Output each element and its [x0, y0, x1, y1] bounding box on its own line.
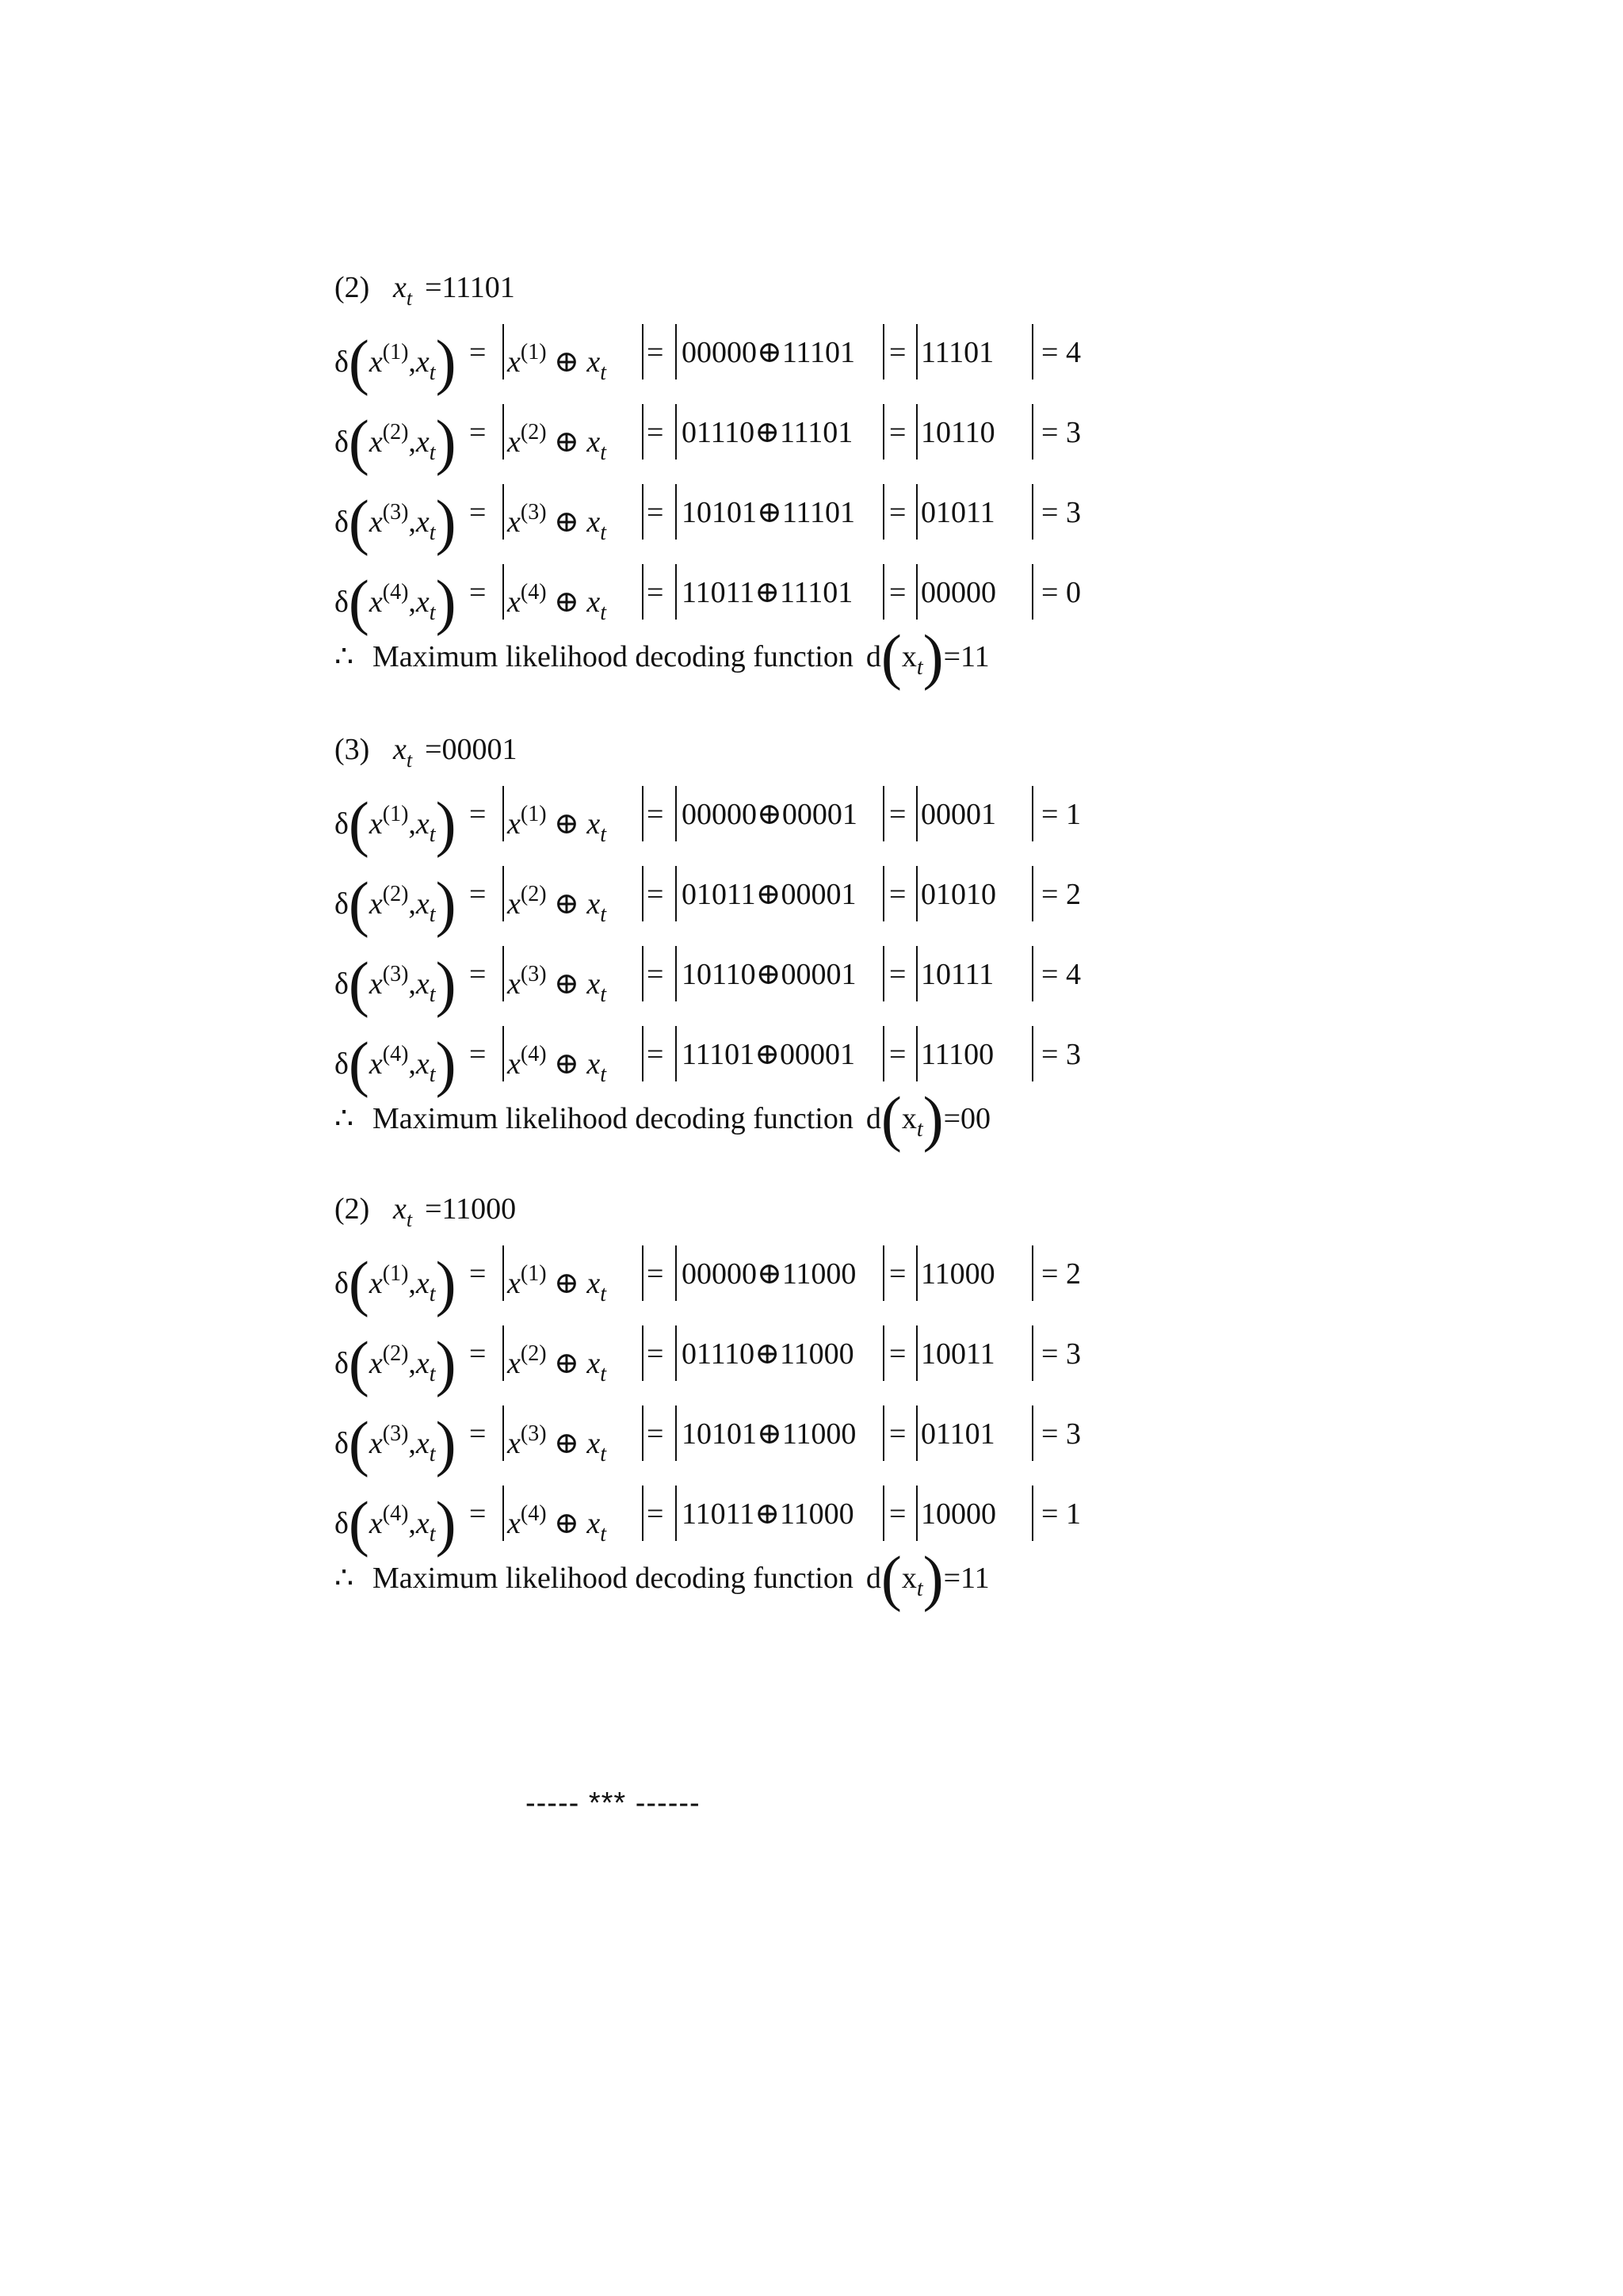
- equals-sign: =: [889, 1337, 907, 1371]
- xor-result: 11101: [921, 336, 995, 369]
- abs-bar: [502, 484, 504, 540]
- delta-term: $\delta(x^{(1)},x_t)$: [334, 327, 456, 396]
- abs-bar: [642, 564, 643, 620]
- equals-sign: =: [647, 1337, 664, 1371]
- equals-sign: =: [889, 336, 907, 369]
- abs-bar: [642, 404, 643, 460]
- abs-bar: [502, 564, 504, 620]
- equals-sign: =: [469, 958, 487, 991]
- delta-term: $\delta(x^{(3)},x_t)$: [334, 1409, 456, 1478]
- distance-value: = 3: [1041, 1417, 1081, 1451]
- xor-term: $x^{(2)}$ ⊕ $x_t$: [507, 1341, 607, 1386]
- distance-value: = 3: [1041, 496, 1081, 529]
- delta-term: $\delta(x^{(2)},x_t)$: [334, 407, 456, 476]
- distance-row: [334, 393, 1365, 476]
- equals-sign: =: [889, 1417, 907, 1451]
- abs-bar: [883, 1245, 884, 1301]
- abs-bar: [675, 484, 677, 540]
- distance-row: [334, 855, 1365, 938]
- distance-value: = 2: [1041, 1257, 1081, 1291]
- xor-expansion: 01110⊕11000: [682, 1337, 854, 1371]
- abs-bar: [1032, 1486, 1033, 1541]
- xor-term: $x^{(1)}$ ⊕ $x_t$: [507, 340, 607, 385]
- section-1: [334, 265, 1365, 691]
- xor-term: $x^{(4)}$ ⊕ $x_t$: [507, 1501, 607, 1547]
- abs-bar: [883, 1026, 884, 1081]
- equals-sign: =: [469, 576, 487, 609]
- delta-term: $\delta(x^{(1)},x_t)$: [334, 789, 456, 858]
- abs-bar: [883, 1486, 884, 1541]
- abs-bar: [642, 786, 643, 841]
- xor-term: $x^{(2)}$ ⊕ $x_t$: [507, 882, 607, 927]
- equals-sign: =: [647, 958, 664, 991]
- equals-sign: =: [469, 798, 487, 831]
- xor-term: $x^{(4)}$ ⊕ $x_t$: [507, 580, 607, 625]
- abs-bar: [883, 1325, 884, 1381]
- xor-expansion: 11011⊕11000: [682, 1497, 854, 1531]
- xor-result: 00000: [921, 576, 996, 609]
- equals-sign: =: [889, 798, 907, 831]
- xor-expansion: 01011⊕00001: [682, 878, 857, 911]
- distance-row: [334, 1234, 1365, 1318]
- xor-result: 10111: [921, 958, 995, 991]
- equals-sign: =: [889, 1038, 907, 1071]
- distance-value: = 4: [1041, 958, 1081, 991]
- abs-bar: [502, 1486, 504, 1541]
- conclusion-line: [334, 622, 1365, 691]
- section-number: (3): [334, 733, 370, 766]
- abs-bar: [642, 1486, 643, 1541]
- xor-term: $x^{(1)}$ ⊕ $x_t$: [507, 1261, 607, 1306]
- conclusion-line: [334, 1084, 1365, 1153]
- xor-result: 10110: [921, 416, 995, 449]
- distance-value: = 1: [1041, 1497, 1081, 1531]
- distance-value: = 1: [1041, 798, 1081, 831]
- abs-bar: [883, 324, 884, 379]
- distance-value: = 4: [1041, 336, 1081, 369]
- abs-bar: [1032, 404, 1033, 460]
- abs-bar: [502, 1026, 504, 1081]
- abs-bar: [916, 1405, 918, 1461]
- section-heading: [334, 1187, 1365, 1234]
- xor-expansion: 10101⊕11000: [682, 1417, 857, 1451]
- section-2: [334, 727, 1365, 1153]
- therefore-symbol: ∴: [334, 640, 354, 673]
- distance-row: [334, 1314, 1365, 1398]
- distance-row: [334, 473, 1365, 556]
- equals-sign: =: [889, 1257, 907, 1291]
- equals-sign: =: [469, 1417, 487, 1451]
- abs-bar: [642, 1405, 643, 1461]
- xt-value: 00001: [441, 733, 517, 766]
- abs-bar: [675, 1405, 677, 1461]
- xor-term: $x^{(2)}$ ⊕ $x_t$: [507, 420, 607, 465]
- equals-sign: =: [647, 878, 664, 911]
- abs-bar: [675, 1245, 677, 1301]
- delta-term: $\delta(x^{(3)},x_t)$: [334, 487, 456, 556]
- abs-bar: [916, 404, 918, 460]
- distance-value: = 3: [1041, 1337, 1081, 1371]
- xor-result: 01010: [921, 878, 996, 911]
- abs-bar: [883, 484, 884, 540]
- equals-sign: =: [469, 496, 487, 529]
- xor-expansion: 00000⊕00001: [682, 798, 857, 831]
- distance-row: [334, 935, 1365, 1018]
- abs-bar: [1032, 786, 1033, 841]
- abs-bar: [916, 866, 918, 921]
- abs-bar: [916, 324, 918, 379]
- xor-term: $x^{(3)}$ ⊕ $x_t$: [507, 1421, 607, 1466]
- delta-term: $\delta(x^{(4)},x_t)$: [334, 1029, 456, 1098]
- abs-bar: [502, 404, 504, 460]
- abs-bar: [883, 404, 884, 460]
- section-heading: [334, 265, 1365, 313]
- abs-bar: [883, 786, 884, 841]
- therefore-symbol: ∴: [334, 1102, 354, 1135]
- equals-sign: =: [647, 1257, 664, 1291]
- xor-result: 11100: [921, 1038, 995, 1071]
- equals-sign: =: [889, 496, 907, 529]
- abs-bar: [642, 484, 643, 540]
- xor-expansion: 10101⊕11101: [682, 496, 856, 529]
- xor-term: $x^{(4)}$ ⊕ $x_t$: [507, 1042, 607, 1087]
- therefore-symbol: ∴: [334, 1562, 354, 1595]
- xor-term: $x^{(3)}$ ⊕ $x_t$: [507, 500, 607, 545]
- xor-result: 10011: [921, 1337, 995, 1371]
- abs-bar: [883, 564, 884, 620]
- distance-row: [334, 775, 1365, 858]
- equals-sign: =: [647, 416, 664, 449]
- distance-row: [334, 1015, 1365, 1098]
- distance-value: = 2: [1041, 878, 1081, 911]
- section-3: [334, 1187, 1365, 1610]
- section-number: (2): [334, 271, 370, 304]
- equals-sign: =: [425, 733, 442, 766]
- abs-bar: [502, 946, 504, 1001]
- equals-sign: =: [889, 958, 907, 991]
- abs-bar: [675, 1486, 677, 1541]
- equals-sign: =: [469, 878, 487, 911]
- equals-sign: =: [469, 416, 487, 449]
- xor-result: 01101: [921, 1417, 995, 1451]
- xt-value: 11000: [441, 1192, 517, 1226]
- abs-bar: [642, 1325, 643, 1381]
- delta-term: $\delta(x^{(1)},x_t)$: [334, 1249, 456, 1318]
- distance-row: [334, 1474, 1365, 1558]
- delta-term: $\delta(x^{(3)},x_t)$: [334, 949, 456, 1018]
- abs-bar: [642, 946, 643, 1001]
- abs-bar: [916, 1245, 918, 1301]
- abs-bar: [883, 1405, 884, 1461]
- abs-bar: [1032, 1245, 1033, 1301]
- conclusion-text: Maximum likelihood decoding function: [372, 1102, 854, 1135]
- xor-result: 10000: [921, 1497, 996, 1531]
- abs-bar: [502, 1325, 504, 1381]
- abs-bar: [642, 1245, 643, 1301]
- xor-expansion: 11101⊕00001: [682, 1038, 856, 1071]
- equals-sign: =: [469, 1257, 487, 1291]
- abs-bar: [916, 1026, 918, 1081]
- equals-sign: =: [647, 1497, 664, 1531]
- distance-row: [334, 313, 1365, 396]
- equals-sign: =: [647, 1038, 664, 1071]
- abs-bar: [1032, 946, 1033, 1001]
- equals-sign: =: [647, 336, 664, 369]
- delta-term: $\delta(x^{(4)},x_t)$: [334, 567, 456, 636]
- xor-term: $x^{(1)}$ ⊕ $x_t$: [507, 802, 607, 847]
- delta-term: $\delta(x^{(4)},x_t)$: [334, 1489, 456, 1558]
- conclusion-text: Maximum likelihood decoding function: [372, 1562, 854, 1595]
- abs-bar: [675, 866, 677, 921]
- abs-bar: [883, 946, 884, 1001]
- abs-bar: [502, 324, 504, 379]
- equals-sign: =: [469, 1038, 487, 1071]
- equals-sign: =: [647, 1417, 664, 1451]
- xt-value: 11101: [441, 271, 515, 304]
- abs-bar: [502, 1245, 504, 1301]
- abs-bar: [916, 946, 918, 1001]
- abs-bar: [1032, 564, 1033, 620]
- equals-sign: =: [889, 1497, 907, 1531]
- equals-sign: =: [647, 798, 664, 831]
- decoding-function: $d(x_t)=00$: [865, 1084, 991, 1153]
- section-number: (2): [334, 1192, 370, 1226]
- equals-sign: =: [469, 1497, 487, 1531]
- equals-sign: =: [469, 1337, 487, 1371]
- xor-expansion: 01110⊕11101: [682, 416, 854, 449]
- abs-bar: [675, 404, 677, 460]
- abs-bar: [675, 324, 677, 379]
- abs-bar: [916, 484, 918, 540]
- decoding-function: $d(x_t)=11$: [865, 1543, 990, 1612]
- abs-bar: [1032, 324, 1033, 379]
- equals-sign: =: [889, 878, 907, 911]
- equals-sign: =: [425, 1192, 442, 1226]
- abs-bar: [916, 1486, 918, 1541]
- abs-bar: [916, 1325, 918, 1381]
- xor-expansion: 00000⊕11101: [682, 336, 856, 369]
- distance-row: [334, 553, 1365, 636]
- equals-sign: =: [469, 336, 487, 369]
- xt-variable: $x_t$: [393, 1192, 413, 1231]
- equals-sign: =: [889, 576, 907, 609]
- abs-bar: [883, 866, 884, 921]
- conclusion-line: [334, 1543, 1365, 1612]
- equals-sign: =: [647, 576, 664, 609]
- distance-value: = 3: [1041, 416, 1081, 449]
- abs-bar: [502, 1405, 504, 1461]
- equals-sign: =: [425, 271, 442, 304]
- xor-expansion: 10110⊕00001: [682, 958, 857, 991]
- xor-expansion: 00000⊕11000: [682, 1257, 857, 1291]
- abs-bar: [916, 564, 918, 620]
- xt-variable: $x_t$: [393, 271, 413, 310]
- xor-term: $x^{(3)}$ ⊕ $x_t$: [507, 962, 607, 1007]
- abs-bar: [675, 1325, 677, 1381]
- abs-bar: [502, 786, 504, 841]
- abs-bar: [1032, 1325, 1033, 1381]
- abs-bar: [502, 866, 504, 921]
- decoding-function: $d(x_t)=11$: [865, 622, 990, 691]
- abs-bar: [642, 866, 643, 921]
- abs-bar: [642, 324, 643, 379]
- abs-bar: [1032, 1405, 1033, 1461]
- abs-bar: [916, 786, 918, 841]
- equals-sign: =: [889, 416, 907, 449]
- xor-result: 11000: [921, 1257, 995, 1291]
- abs-bar: [1032, 484, 1033, 540]
- conclusion-text: Maximum likelihood decoding function: [372, 640, 854, 673]
- section-heading: [334, 727, 1365, 775]
- delta-term: $\delta(x^{(2)},x_t)$: [334, 869, 456, 938]
- equals-sign: =: [647, 496, 664, 529]
- abs-bar: [642, 1026, 643, 1081]
- delta-term: $\delta(x^{(2)},x_t)$: [334, 1329, 456, 1398]
- distance-value: = 0: [1041, 576, 1081, 609]
- xor-expansion: 11011⊕11101: [682, 576, 854, 609]
- xor-result: 00001: [921, 798, 996, 831]
- abs-bar: [675, 564, 677, 620]
- distance-row: [334, 1394, 1365, 1478]
- abs-bar: [675, 786, 677, 841]
- end-mark: ----- *** ------: [525, 1787, 701, 1820]
- abs-bar: [675, 946, 677, 1001]
- abs-bar: [1032, 866, 1033, 921]
- abs-bar: [675, 1026, 677, 1081]
- distance-value: = 3: [1041, 1038, 1081, 1071]
- abs-bar: [1032, 1026, 1033, 1081]
- xor-result: 01011: [921, 496, 995, 529]
- xt-variable: $x_t$: [393, 733, 413, 772]
